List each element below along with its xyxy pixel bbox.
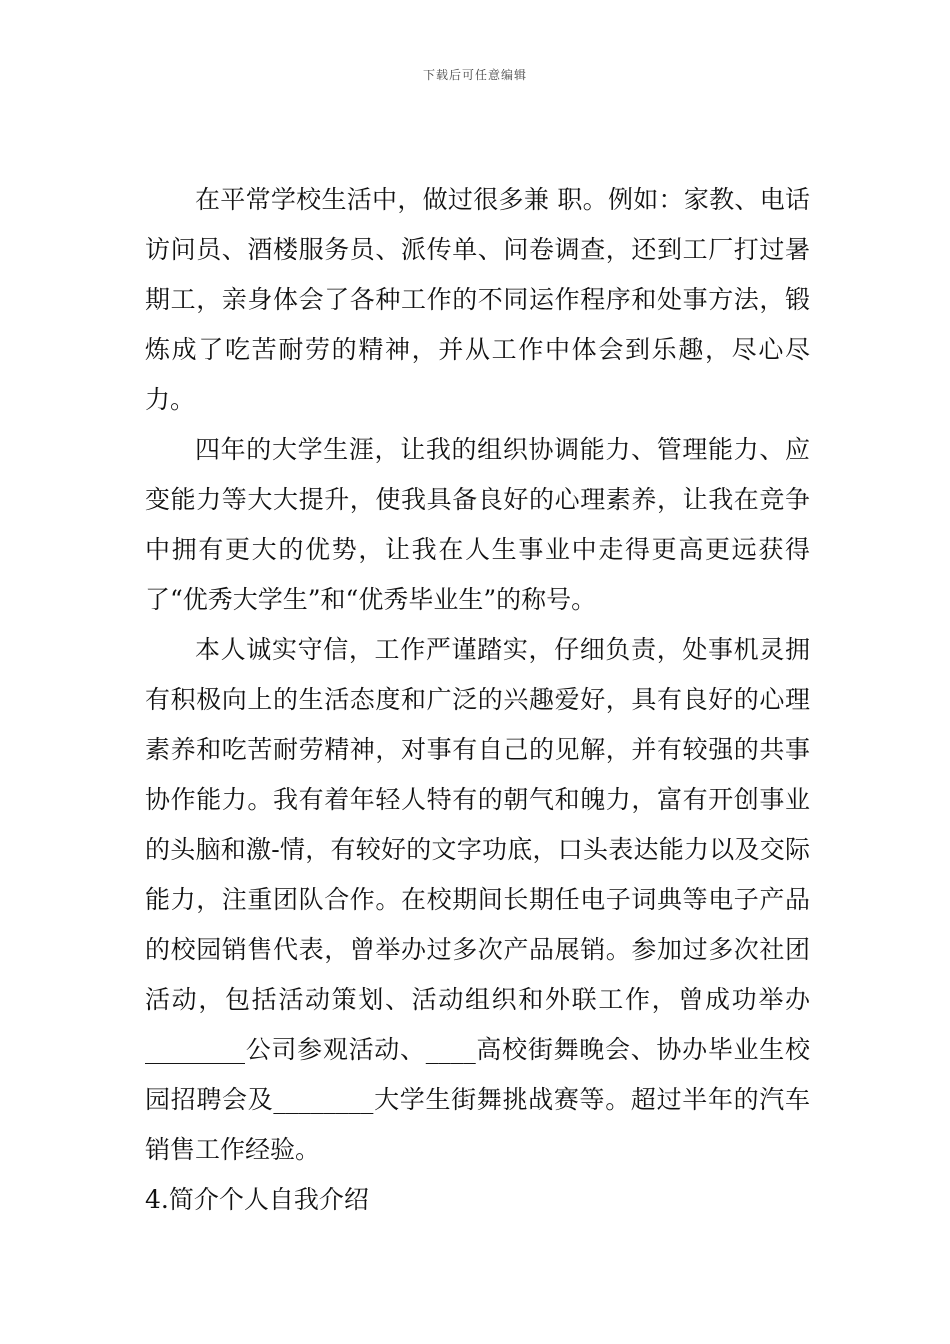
page-header: 下载后可任意编辑: [422, 68, 527, 82]
section-heading: 4.简介个人自我介绍: [145, 1185, 369, 1214]
paragraph-personal-qualities: 本人诚实守信，工作严谨踏实，仔细负责，处事机灵拥有积极向上的生活态度和广泛的兴趣爱好，具有良好的心理素养和吃苦耐劳精神，对事有自己的见解，并有较强的共事协作能力。我有着年轻人特有的朝气和魄力，富有开创事业的头脑和激-情，有较好的文字功底，口头表达能力以及交际能力，注重团队合作。在校期间长期任电子词典等电子产品的校园销售代表，曾举办过多次产品展销。参加过多次社团活动，包括活动策划、活动组织和外联工作，曾成功举办________公司参观活动、____高校街舞晚会、协办毕业生校园招聘会及________大学生街舞挑战赛等。超过半年的汽车销售工作经验。: [145, 635, 810, 1164]
paragraph-university-years: 四年的大学生涯，让我的组织协调能力、管理能力、应变能力等大大提升，使我具备良好的心理素养，让我在竞争中拥有更大的优势，让我在人生事业中走得更高更远获得了“优秀大学生”和“优秀毕业生”的称号。: [145, 435, 810, 614]
document-body: [145, 175, 810, 1225]
paragraph-part-time-jobs: 在平常学校生活中，做过很多兼 职。例如：家教、电话访问员、酒楼服务员、派传单、问卷调查，还到工厂打过暑期工，亲身体会了各种工作的不同运作程序和处事方法，锻炼成了吃苦耐劳的精神，并从工作中体会到乐趣，尽心尽力。: [145, 185, 810, 414]
